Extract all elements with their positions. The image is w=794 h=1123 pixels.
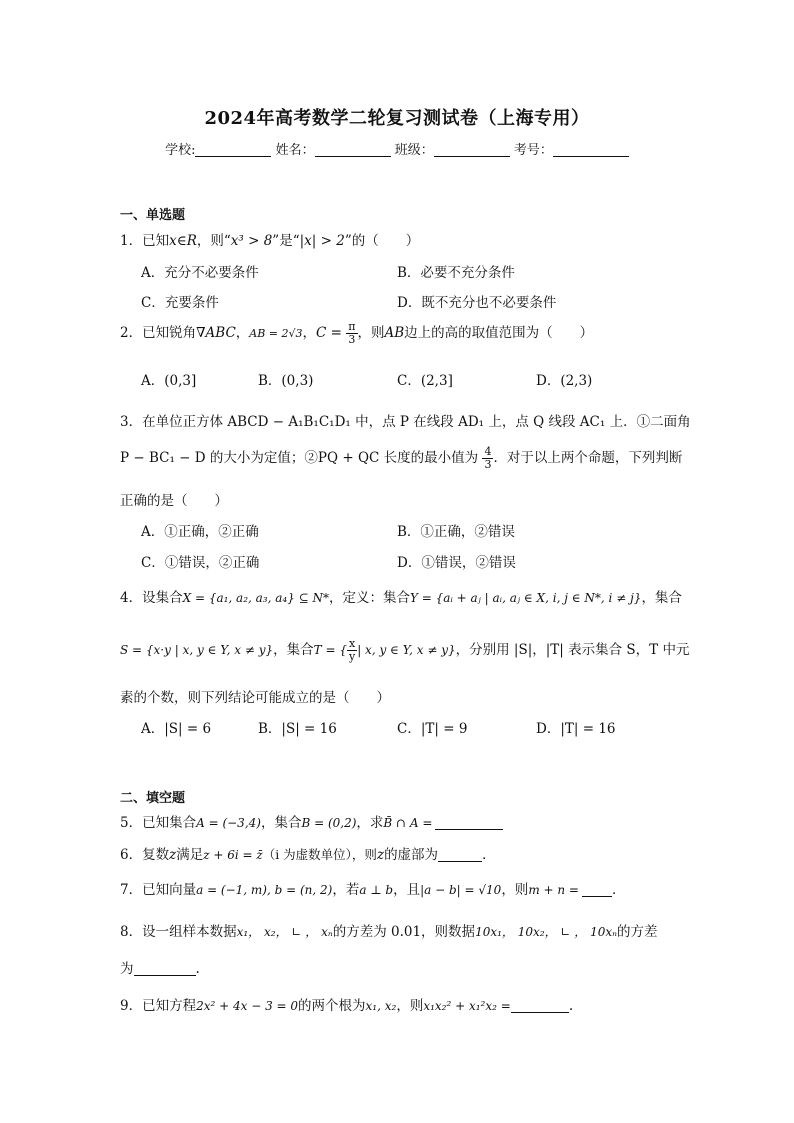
question-4-line-3: 素的个数，则下列结论可能成立的是（ ）	[120, 690, 390, 706]
q2-math-3: C =	[316, 325, 342, 341]
q2-option-c[interactable]: C．(2,3]	[397, 373, 453, 389]
q7-math-1: a = (−1, m), b = (n, 2)	[196, 883, 333, 897]
q1-option-b[interactable]: B．必要不充分条件	[397, 265, 515, 281]
question-2-stem	[120, 321, 593, 346]
q5-text-mid: ，集合	[260, 815, 302, 831]
q2-option-d[interactable]: D．(2,3)	[536, 373, 593, 389]
q6-text-post2: 的虚部为	[384, 847, 439, 863]
q6-text-end: ．	[482, 847, 496, 863]
q1-math-1: x∈R	[169, 233, 197, 249]
page-title: 2024年高考数学二轮复习测试卷（上海专用）	[204, 108, 590, 129]
q1-option-c[interactable]: C．充要条件	[141, 295, 219, 311]
q2-math-4: AB	[384, 325, 405, 341]
q4-line1-pre: 4．设集合	[120, 590, 183, 606]
q4-line2-mid: ，集合	[273, 642, 314, 658]
exam-no-blank[interactable]	[553, 142, 629, 157]
question-7	[120, 878, 625, 898]
q6-math-2: z + 6i = z̄	[203, 848, 263, 862]
question-5	[120, 811, 503, 831]
q2-frac-num: π	[348, 320, 356, 333]
q5-math-3: B̄ ∩ A =	[383, 816, 433, 830]
q3-option-a[interactable]: A．①正确，②正确	[141, 524, 259, 540]
q1-option-a[interactable]: A．充分不必要条件	[141, 265, 259, 281]
q4-option-a[interactable]: A．|S| = 6	[141, 721, 212, 737]
q4-line2-post: ，分别用 |S|，|T| 表示集合 S，T 中元	[455, 642, 690, 658]
q5-text-pre: 5．已知集合	[120, 815, 197, 831]
q9-text-mid2: ，则	[396, 998, 424, 1014]
q7-math-3: |a − b| = √10	[420, 883, 502, 897]
section-heading-single-choice: 一、单选题	[120, 208, 186, 223]
q4-option-b[interactable]: B．|S| = 16	[258, 721, 337, 737]
q2-text-pre: 2．已知锐角	[120, 325, 197, 341]
school-blank[interactable]	[195, 142, 271, 157]
q6-math-3: z	[376, 847, 385, 863]
q6-text-pre: 6．复数	[120, 847, 170, 863]
q9-math-3: x₁x₂² + x₁²x₂ =	[423, 999, 511, 1013]
name-label: 姓名：	[275, 143, 315, 158]
q4-option-c[interactable]: C．|T| = 9	[397, 721, 468, 737]
q8-line2-text: 为	[120, 961, 134, 977]
q1-text-post: ”的（ ）	[344, 233, 420, 249]
q3-option-d[interactable]: D．①错误，②错误	[397, 555, 516, 571]
q7-text-end: ．	[611, 882, 626, 898]
q4-frac-num: x	[348, 637, 356, 650]
question-6	[120, 843, 496, 863]
name-blank[interactable]	[315, 142, 391, 157]
school-label: 学校:	[165, 143, 196, 158]
q2-math-1: ∇ABC	[196, 325, 236, 341]
q2-fraction	[346, 321, 357, 346]
q7-math-4: m + n =	[528, 883, 579, 897]
class-blank[interactable]	[434, 142, 510, 157]
question-3-line-2	[120, 446, 682, 471]
q3-line2-pre: P − BC₁ − D 的大小为定值；②PQ + QC 长度的最小值为	[120, 450, 479, 466]
q9-text-pre: 9．已知方程	[120, 998, 197, 1014]
q8-line1-math2: 10x₁， 10x₂， ∟ ， 10xₙ	[475, 925, 617, 939]
section-heading-fill-blank: 二、填空题	[120, 791, 186, 806]
q4-line1-mid: ，定义：集合	[329, 590, 411, 606]
q8-answer-blank[interactable]	[134, 961, 196, 976]
q8-line1-math: x₁， x₂， ∟ ， xₙ	[236, 925, 333, 939]
q1-text-mid: ，则“	[196, 233, 231, 249]
student-info-line	[0, 139, 794, 158]
q2-math-2: AB = 2√3	[249, 327, 303, 340]
question-1-stem	[120, 229, 419, 249]
q1-math-2: x³ > 8	[230, 233, 273, 249]
q7-text-pre: 7．已知向量	[120, 882, 197, 898]
q5-answer-blank[interactable]	[435, 815, 503, 830]
q1-option-d[interactable]: D．既不充分也不必要条件	[397, 295, 557, 311]
question-4-line-2	[120, 638, 689, 663]
q1-math-3: |x| > 2	[299, 233, 345, 249]
q4-frac-den: y	[348, 650, 356, 663]
q5-math-1: A = (−3,4)	[196, 816, 261, 830]
q3-line2-post: ．对于以上两个命题，下列判断	[493, 450, 683, 466]
q5-text-mid2: ，求	[356, 815, 384, 831]
q3-fraction	[482, 446, 493, 471]
q9-text-mid: 的两个根为	[298, 998, 366, 1014]
q3-option-b[interactable]: B．①正确，②错误	[397, 524, 515, 540]
q2-text-mid3: ，则	[357, 325, 385, 341]
exam-no-label: 考号：	[513, 143, 553, 158]
q1-text-mid2: ”是“	[272, 233, 300, 249]
q7-text-mid: ，若	[332, 882, 360, 898]
q8-line1-mid: 的方差为 0.01，则数据	[332, 924, 476, 940]
q8-text-end: .	[195, 961, 200, 977]
q4-line1-math1: X = {a₁, a₂, a₃, a₄} ⊆ N*	[182, 591, 330, 605]
q4-line1-post: ，集合	[641, 590, 682, 606]
q3-frac-num: 4	[484, 445, 492, 458]
q2-text-post: 边上的高的取值范围为（ ）	[404, 325, 594, 341]
q9-math-1: 2x² + 4x − 3 = 0	[196, 999, 299, 1013]
q4-option-d[interactable]: D．|T| = 16	[536, 721, 616, 737]
q7-text-mid2: ，且	[393, 882, 421, 898]
q2-text-mid1: ，	[235, 325, 250, 341]
q6-answer-blank[interactable]	[438, 847, 482, 862]
q6-math-1: z	[169, 847, 177, 863]
question-8-line-1	[120, 920, 657, 940]
q9-answer-blank[interactable]	[511, 998, 569, 1013]
q8-line1-post: 的方差	[616, 924, 658, 940]
class-label: 班级：	[394, 143, 434, 158]
question-4-line-1	[120, 586, 682, 606]
question-9	[120, 994, 573, 1014]
question-8-line-2	[120, 957, 200, 977]
q1-text-pre: 1．已知	[120, 233, 170, 249]
q7-math-2: a ⊥ b	[359, 883, 394, 897]
q2-text-mid2: ，	[302, 325, 317, 341]
q6-text-post1: （i 为虚数单位），则	[262, 847, 377, 862]
question-3-line-3: 正确的是（ ）	[120, 493, 228, 509]
q4-line2-math1: S = {x·y | x, y ∈ Y, x ≠ y}	[120, 643, 274, 657]
q7-answer-blank[interactable]	[582, 882, 612, 897]
q2-option-b[interactable]: B．(0,3)	[258, 373, 314, 389]
q2-option-a[interactable]: A．(0,3]	[141, 373, 197, 389]
q9-math-2: x₁, x₂	[365, 999, 397, 1013]
question-3-line-1: 3．在单位正方体 ABCD − A₁B₁C₁D₁ 中，点 P 在线段 AD₁ 上，点 Q 线段 AC₁ 上．①二面角	[120, 414, 691, 430]
q4-line2-math2-post: | x, y ∈ Y, x ≠ y}	[357, 643, 456, 657]
q3-frac-den: 3	[484, 458, 492, 471]
q3-option-c[interactable]: C．①错误，②正确	[141, 555, 260, 571]
q5-math-2: B = (0,2)	[301, 816, 357, 830]
q9-text-end: .	[568, 998, 574, 1014]
q7-text-mid3: ，则	[501, 882, 529, 898]
q4-line2-math2-pre: T = {	[313, 643, 347, 657]
q2-frac-den: 3	[348, 333, 356, 346]
q4-fraction	[347, 638, 357, 663]
q6-text-mid: 满足	[176, 847, 204, 863]
q8-line1-pre: 8．设一组样本数据	[120, 924, 237, 940]
q4-line1-math2: Y = {aᵢ + aⱼ | aᵢ, aⱼ ∈ X, i, j ∈ N*, i ≠ j}	[410, 591, 642, 605]
